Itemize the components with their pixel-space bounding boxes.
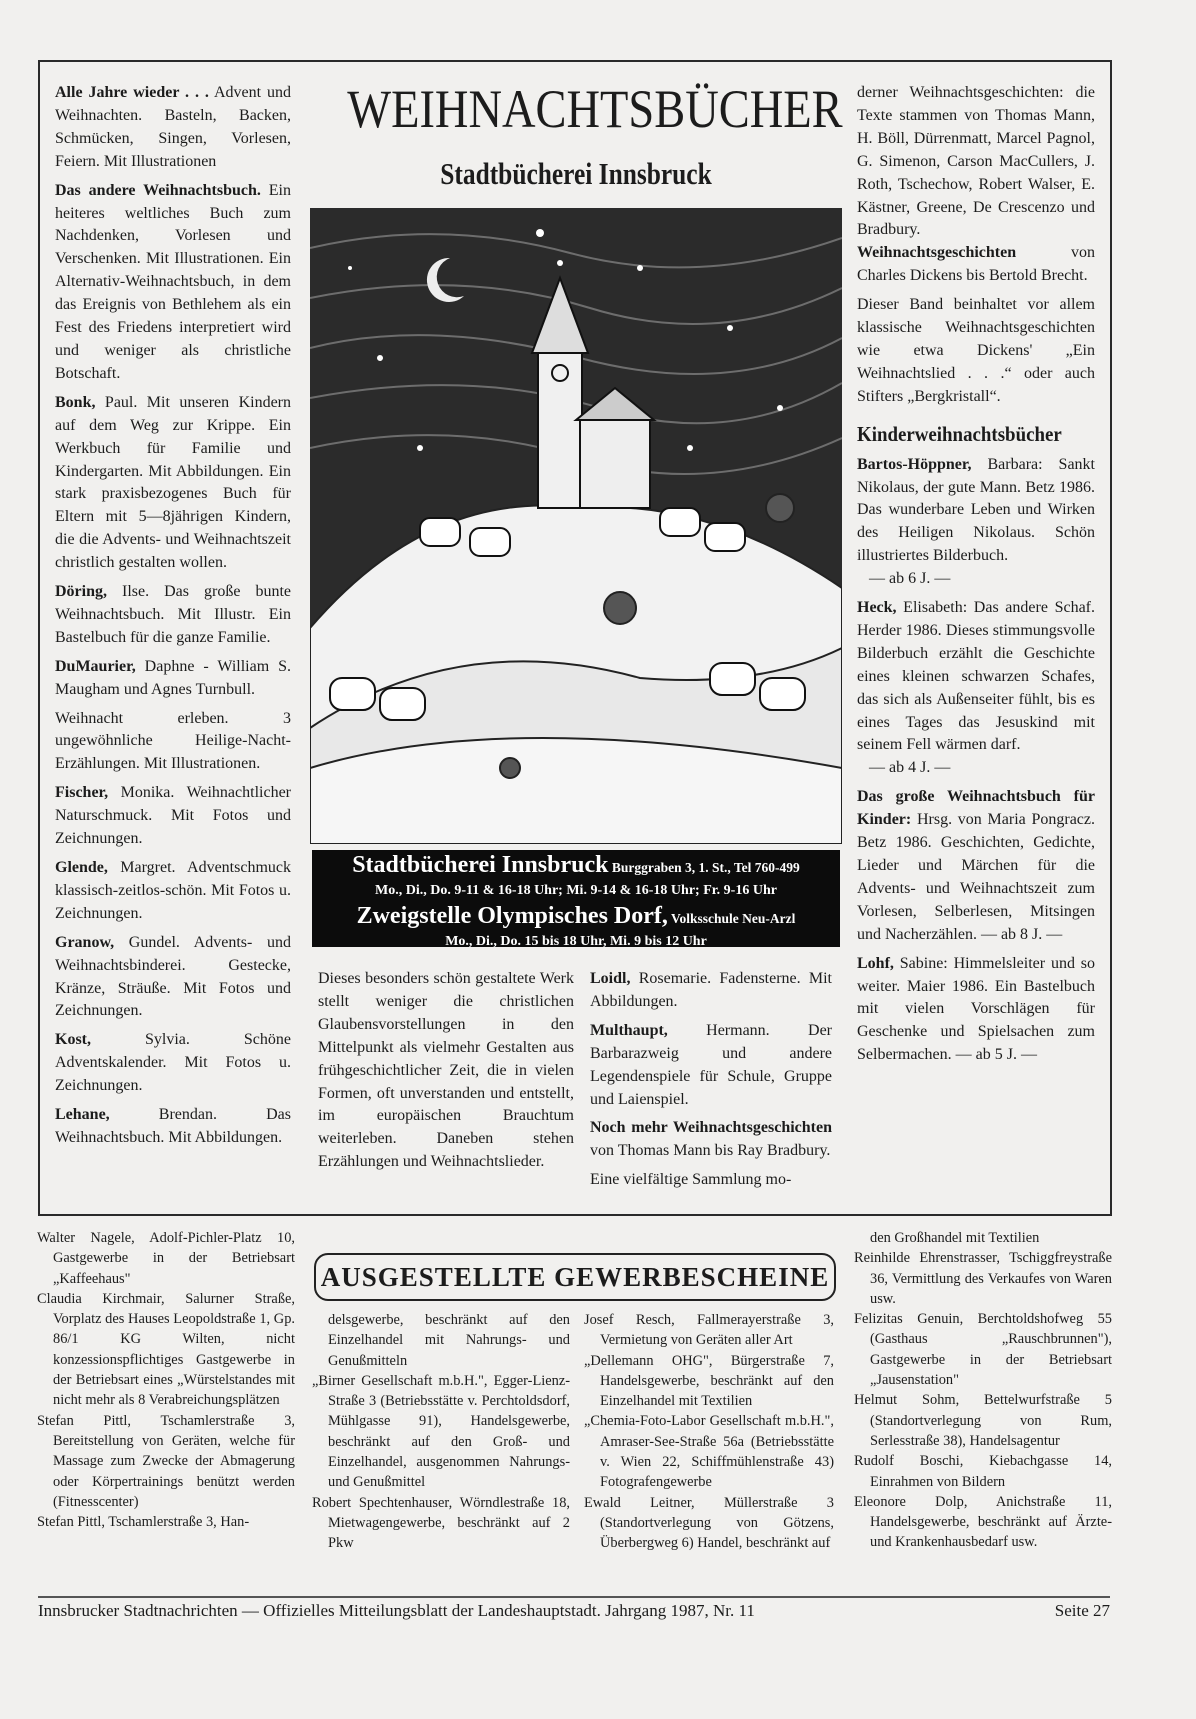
book-entry: [55, 1104, 291, 1150]
book-entry: [857, 242, 1095, 288]
entry-author: Loidl,: [590, 970, 631, 987]
gewerbe-column-3: [584, 1310, 834, 1554]
entry-author: Das andere Weihnachtsbuch.: [55, 181, 261, 199]
book-entry: [857, 953, 1095, 1068]
entry-author: Das große Weihnachtsbuch für Kinder:: [857, 788, 1095, 829]
entry-text: Monika. Weihnachtlicher Naturschmuck. Mit Fotos und Zeichnungen.: [55, 784, 291, 848]
license-entry: Helmut Sohm, Bettelwurfstraße 5 (Standortverlegung von Rum, Serlesstraße 38), Handelsagentur: [854, 1392, 1112, 1449]
library-name: Stadtbücherei Innsbruck: [352, 852, 609, 878]
entry-author: Kost,: [55, 1031, 91, 1049]
book-entry: [857, 786, 1095, 946]
book-entry: [590, 1117, 832, 1163]
entry-text: von Charles Dickens bis Bertold Brecht.: [857, 244, 1095, 285]
license-entry: „Birner Gesellschaft m.b.H.", Egger-Lienz-Straße 3 (Betriebsstätte v. Perchtoldsdorf, Mühlgasse 91), Handelsgewerbe, beschränkt auf den Groß- und Einzelhandel, ausgenommen Nahrungs- und Genußmittel: [312, 1372, 570, 1491]
entry-text: Sabine: Himmelsleiter und so weiter. Maier 1986. Ein Bastelbuch mit vielen Vorschlägen für Geschenke und Spielsachen zum Selbermachen. — ab 5 J. —: [857, 954, 1095, 1064]
library-info-banner: [312, 850, 840, 947]
entry-text: Dieser Band beinhaltet vor allem klassische Weihnachtsgeschichten wie etwa Dickens' „Ein Weihnachtslied . . .“ oder auch Stifters „Bergkristall“.: [857, 296, 1095, 405]
book-entry: [857, 597, 1095, 757]
entry-author: Glende,: [55, 859, 108, 876]
library-address: Burggraben 3, 1. St., Tel 760-499: [608, 860, 800, 875]
license-entry: Felizitas Genuin, Berchtoldshofweg 55 (Gasthaus „Rauschbrunnen"), Gastgewerbe in der Betriebsart „Jausenstation": [854, 1311, 1112, 1389]
license-entry: Rudolf Boschi, Kiebachgasse 14, Einrahmen von Bildern: [854, 1453, 1112, 1490]
license-entry: Eleonore Dolp, Anichstraße 11, Handelsgewerbe, beschränkt auf Ärzte- und Krankenhausbedarf usw.: [854, 1493, 1112, 1551]
age-recommendation: — ab 6 J. —: [869, 570, 951, 588]
license-entry: Walter Nagele, Adolf-Pichler-Platz 10, Gastgewerbe in der Betriebsart „Kaffeehaus": [37, 1230, 295, 1287]
book-entry: [55, 782, 291, 851]
age-recommendation: — ab 4 J. —: [869, 759, 951, 777]
footer-divider: [38, 1596, 1110, 1598]
entry-text: Barbara: Sankt Nikolaus, der gute Mann. Betz 1986. Das wunderbare Leben und Wirken des Heiligen Nikolaus. Schön illustriertes Bilderbuch.: [857, 455, 1095, 565]
entry-text: Margret. Adventschmuck klassisch-zeitlos-schön. Mit Fotos u. Zeichnungen.: [55, 859, 291, 922]
license-entry-continued: delsgewerbe, beschränkt auf den Einzelhandel mit Nahrungs- und Genußmitteln: [328, 1312, 570, 1369]
entry-author: Lehane,: [55, 1106, 110, 1124]
entry-text: Daphne - William S. Maugham und Agnes Turnbull.: [55, 657, 291, 698]
entry-text: Gundel. Advents- und Weihnachtsbinderei. Gestecke, Kränze, Sträuße. Mit Fotos und Zeichnungen.: [55, 933, 291, 1020]
right-column: [857, 82, 1095, 1067]
license-entry: Reinhilde Ehrenstrasser, Tschiggfreystraße 36, Vermittlung des Verkaufes von Waren usw.: [854, 1250, 1112, 1307]
book-entry: [55, 581, 291, 650]
book-entry: [590, 1020, 832, 1112]
license-entry: Robert Spechtenhauser, Wörndlestraße 18, Mietwagengewerbe, beschränkt auf 2 Pkw: [312, 1494, 570, 1552]
footer-publication: Innsbrucker Stadtnachrichten — Offizielles Mitteilungsblatt der Landeshauptstadt. Jahrgang 1987, Nr. 11: [38, 1601, 755, 1620]
book-entry: [857, 294, 1095, 409]
book-entry: [857, 454, 1095, 569]
license-entry: Claudia Kirchmair, Salurner Straße, Vorplatz des Hauses Leopoldstraße 1, Gp. 86/1 KG Wilten, nicht konzessionspflichtiges Gastgewerbe in der Betriebsart eines „Würstelstandes mit nicht mehr als 8 Verabreichungsplätzen: [37, 1290, 295, 1409]
entry-text: Rosemarie. Fadensterne. Mit Abbildungen.: [590, 970, 832, 1010]
gewerbe-column-1: [37, 1228, 295, 1532]
license-entry: Stefan Pittl, Tschamlerstraße 3, Bereitstellung von Geräten, welche für Massage zum Zwecke der Abmagerung oder Körpertrainings benützt werden (Fitnesscenter): [37, 1412, 295, 1510]
entry-text: Weihnacht erleben. 3 ungewöhnliche Heilige-Nacht-Erzählungen. Mit Illustrationen.: [55, 709, 291, 773]
book-entry: [55, 82, 291, 174]
entry-author: Fischer,: [55, 784, 109, 802]
paragraph: Dieses besonders schön gestaltete Werk stellt weniger die christlichen Glaubensvorstellungen in den Mittelpunkt als vielmehr Gestalten aus frühgeschichtlicher Zeit, die in vielen Formen, oft unverstanden und entstellt, im europäischen Brauchtum weiterleben. Daneben stehen Erzählungen und Weihnachtslieder.: [318, 970, 574, 1171]
branch-address: Volksschule Neu-Arzl: [667, 911, 796, 926]
book-entry: [590, 968, 832, 1014]
branch-hours: Mo., Di., Do. 15 bis 18 Uhr, Mi. 9 bis 12 Uhr: [445, 934, 707, 949]
license-entry: Josef Resch, Fallmerayerstraße 3, Vermietung von Geräten aller Art: [584, 1312, 834, 1349]
book-entry: [55, 656, 291, 702]
entry-text: Ein heiteres weltliches Buch zum Nachdenken, Vorlesen und Verschenken. Mit Illustrationen. Ein Alternativ-Weihnachtsbuch, in dem das Ereignis von Bethlehem als ein Fest des Friedens interpretiert wird und weniger als christliche Botschaft.: [55, 181, 291, 382]
entry-text: Ilse. Das große bunte Weihnachtsbuch. Mit Illustr. Ein Bastelbuch für die ganze Familie.: [55, 583, 291, 646]
license-entry: Ewald Leitner, Müllerstraße 3 (Standortverlegung von Götzens, Überbergweg 6) Handel, beschränkt auf: [584, 1494, 834, 1552]
section-heading-kinderbuecher: Kinderweihnachtsbücher: [857, 421, 1062, 446]
book-entry: [590, 1169, 832, 1192]
license-entry: Stefan Pittl, Tschamlerstraße 3, Han-: [37, 1514, 250, 1531]
entry-author: Bartos-Höppner,: [857, 455, 972, 473]
entry-author: DuMaurier,: [55, 657, 136, 675]
entry-author: Multhaupt,: [590, 1021, 668, 1039]
entry-author: Heck,: [857, 599, 897, 617]
book-entry: [55, 857, 291, 926]
entry-author: Weihnachtsgeschichten: [857, 244, 1017, 262]
book-entry: [55, 708, 291, 777]
entry-text: von Thomas Mann bis Ray Bradbury.: [590, 1142, 831, 1160]
book-entry: [55, 932, 291, 1024]
article-subtitle: Stadtbücherei Innsbruck: [440, 156, 712, 191]
entry-text: Eine vielfältige Sammlung mo-: [590, 1171, 792, 1189]
entry-author: Granow,: [55, 933, 115, 951]
entry-author: Lohf,: [857, 954, 894, 972]
book-entry: [55, 180, 291, 386]
book-entry: [55, 392, 291, 575]
gewerbe-column-4: [854, 1228, 1112, 1553]
entry-text: Sylvia. Schöne Adventskalender. Mit Fotos u. Zeichnungen.: [55, 1031, 291, 1095]
gewerbe-column-2: [312, 1310, 570, 1554]
entry-author: Döring,: [55, 583, 107, 601]
entry-text: derner Weihnachtsgeschichten: die Texte stammen von Thomas Mann, H. Böll, Dürrenmatt, Marcel Pagnol, G. Simenon, Carson MacCullers, J. Roth, Tschechow, Robert Walser, E. Kästner, Greene, De Crescenzo und Bradbury.: [857, 84, 1095, 239]
entry-text: Advent und Weihnachten. Basteln, Backen, Schmücken, Singen, Vorlesen, Feiern. Mit Illustrationen: [55, 84, 291, 170]
article-title: WEIHNACHTSBÜCHER: [347, 79, 843, 139]
center-column-a: [318, 968, 574, 1174]
entry-text: Hermann. Der Barbarazweig und andere Legendenspiele für Schule, Gruppe und Laienspiel.: [590, 1021, 832, 1108]
entry-author: Alle Jahre wieder . . .: [55, 84, 209, 101]
license-entry: „Dellemann OHG", Bürgerstraße 7, Handelsgewerbe, beschränkt auf den Einzelhandel mit Textilien: [584, 1352, 834, 1410]
library-hours: Mo., Di., Do. 9-11 & 16-18 Uhr; Mi. 9-14 & 16-18 Uhr; Fr. 9-16 Uhr: [375, 883, 777, 898]
entry-text: Brendan. Das Weihnachtsbuch. Mit Abbildungen.: [55, 1106, 291, 1146]
section-heading-gewerbescheine: AUSGESTELLTE GEWERBESCHEINE: [314, 1253, 836, 1301]
entry-author: Noch mehr Weihnachtsgeschichten: [590, 1119, 832, 1137]
left-column: [55, 82, 291, 1150]
footer-page-number: Seite 27: [1054, 1601, 1110, 1620]
license-entry: „Chemia-Foto-Labor Gesellschaft m.b.H.", Amraser-See-Straße 56a (Betriebsstätte v. Wien 22, Schiffmühlenstraße 43) Fotografengewerbe: [584, 1413, 834, 1491]
book-entry: [857, 82, 1095, 242]
entry-text: Hrsg. von Maria Pongracz. Betz 1986. Geschichten, Gedichte, Lieder und Märchen für die Advents- und Weihnachtszeit zum Vorlesen, Selberlesen, Mitsingen und Nacherzählen. — ab 8 J. —: [857, 811, 1095, 943]
book-entry: [55, 1029, 291, 1098]
license-entry-continued: den Großhandel mit Textilien: [870, 1230, 1040, 1246]
center-column-b: [590, 968, 832, 1192]
christmas-illustration: [310, 208, 842, 844]
entry-author: Bonk,: [55, 393, 96, 411]
branch-name: Zweigstelle Olympisches Dorf,: [356, 903, 668, 929]
entry-text: Elisabeth: Das andere Schaf. Herder 1986. Dieses stimmungsvolle Bilderbuch erzählt die Geschichte eines kleinen schwarzen Schafes, das sich als Außenseiter fühlt, bis es eines Tages das Jesuskind mit seinem Fell wärmen darf.: [857, 599, 1095, 754]
entry-text: Paul. Mit unseren Kindern auf dem Weg zur Krippe. Ein Werkbuch für Familie und Kindergarten. Mit Abbildungen. Ein stark praxisbezogenes Buch für Eltern mit 5—8jährigen Kindern, die die Advents- und Weihnachtszeit christlich gestalten wollen.: [55, 393, 291, 572]
